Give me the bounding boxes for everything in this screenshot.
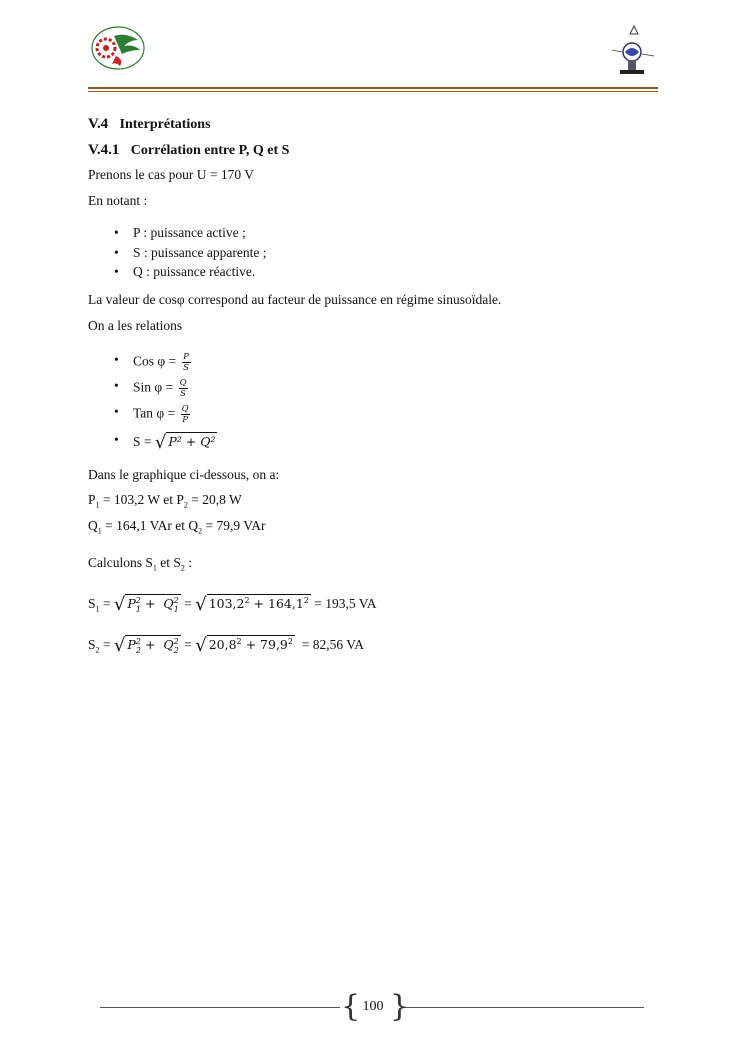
square-root: √ $P^2_2 + Q^2_2$ <box>113 635 179 656</box>
s2-formula: $S_2$ = √ $P^2_2 + Q^2_2$ = √ $20,8^2 + 79,9^2 = 82,56$ VA <box>88 635 364 656</box>
notation-lead: En notant : <box>88 193 148 208</box>
footer-rule-right <box>401 1007 644 1008</box>
header-rule-thick <box>88 87 658 89</box>
list-item: • P : puissance active ; <box>88 223 266 243</box>
footer-brace-right: } <box>390 989 410 1024</box>
list-item: • S : puissance apparente ; <box>88 243 266 263</box>
square-root: √ $P^2_1 + Q^2_1$ <box>113 594 179 615</box>
section-title: Interprétations <box>119 117 211 132</box>
square-root: √ P² + Q² <box>154 432 216 453</box>
square-root: √ $103,2^2 + 164,1^2$ <box>195 594 309 615</box>
relations-list <box>88 352 217 456</box>
section-number: V.4 <box>88 116 109 132</box>
relations-lead: On a les relations <box>88 318 183 333</box>
square-root: √ $20,8^2 + 79,9^2$ <box>195 635 293 656</box>
fraction: $\frac{Q}{P}$ <box>181 404 189 425</box>
calc-lead: Calculons $S_1$ et $S_2$ : <box>88 555 193 573</box>
page-number: 100 <box>362 999 384 1014</box>
list-item: • Q : puissance réactive. <box>88 262 266 282</box>
subsection-heading <box>88 142 289 159</box>
q-values-line: $Q_1 = 164,1$ VAr et $Q_2 = 79,9$ VAr <box>88 518 266 536</box>
s1-result: = 193,5 VA <box>314 596 377 611</box>
cos-phi-sentence: La valeur de cosφ correspond au facteur de puissance en régime sinusoïdale. <box>88 292 502 307</box>
relation-cos: • Cos φ = $\frac{P}{S}$ <box>88 352 217 378</box>
footer-rule-left <box>100 1007 340 1008</box>
industrial-engineering-logo <box>608 24 658 80</box>
graph-lead: Dans le graphique ci-dessous, on a: <box>88 467 280 482</box>
relation-s: • S = √ P² + Q² <box>88 432 217 456</box>
notation-list <box>88 223 266 282</box>
footer-brace-left: { <box>341 989 361 1024</box>
fraction: $\frac{Q}{S}$ <box>179 378 187 399</box>
svg-text:∙ ∙ ∙ ∙ ∙ ∙ ∙ ∙: ∙ ∙ ∙ ∙ ∙ ∙ ∙ ∙ <box>110 72 126 76</box>
s2-result: = 82,56 VA <box>301 637 364 652</box>
p-values-line: $P_1 = 103,2$ W et $P_2 = 20,8$ W <box>88 492 242 510</box>
university-emblem-logo <box>86 26 150 78</box>
header-rule-thin <box>88 91 658 92</box>
subsection-title: Corrélation entre P, Q et S <box>130 143 290 158</box>
relation-tan: • Tan φ = $\frac{Q}{P}$ <box>88 404 217 432</box>
fraction: $\frac{P}{S}$ <box>183 352 189 373</box>
relation-sin: • Sin φ = $\frac{Q}{S}$ <box>88 378 217 404</box>
s1-formula: $S_1$ = √ $P^2_1 + Q^2_1$ = √ $103,2^2 + 164,1^2 = 193,5$ VA <box>88 594 377 615</box>
intro-line: Prenons le cas pour U = 170 V <box>88 167 254 182</box>
subsection-number: V.4.1 <box>88 142 120 158</box>
section-heading <box>88 116 211 133</box>
